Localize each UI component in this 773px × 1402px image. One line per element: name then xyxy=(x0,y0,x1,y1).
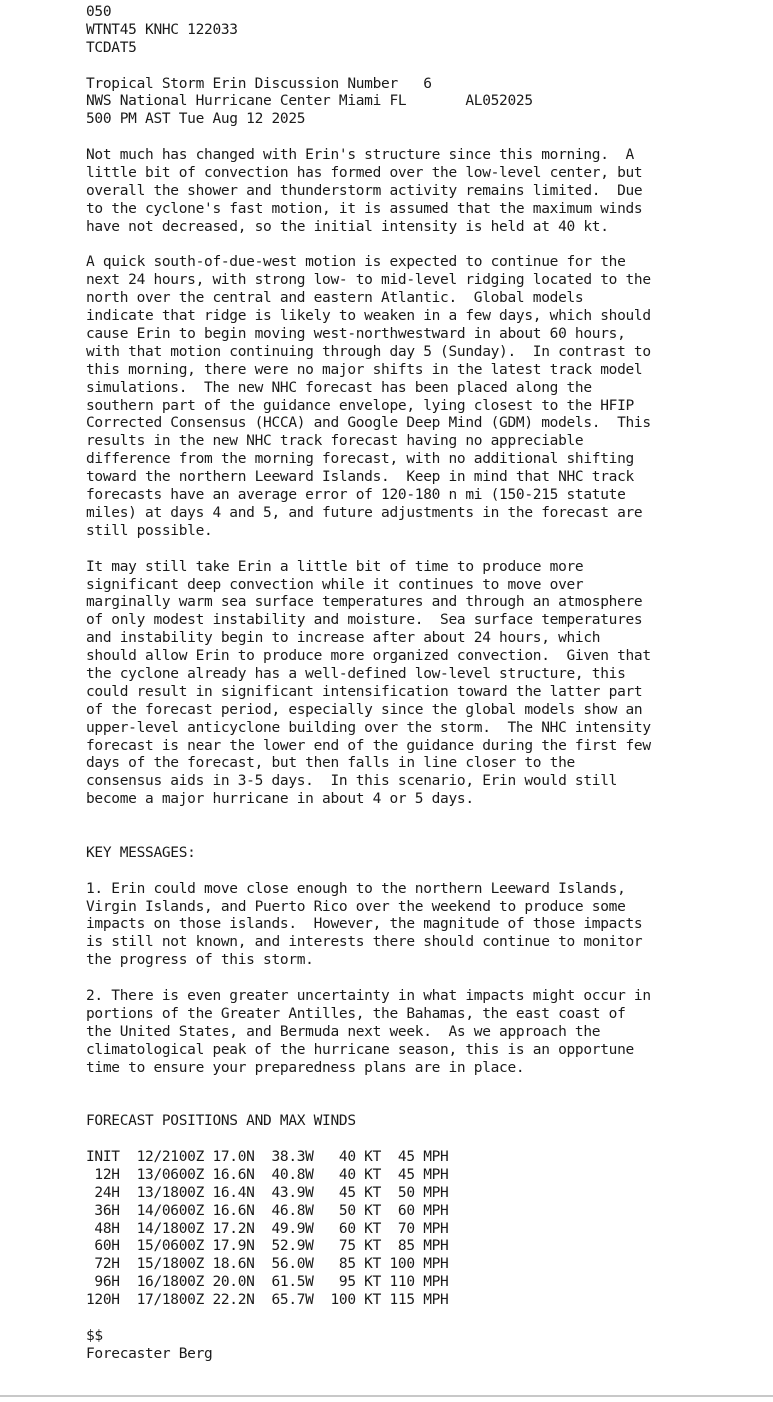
text-line: days of the forecast, but then falls in line closer to the xyxy=(86,755,575,772)
header-line: TCDAT5 xyxy=(86,39,137,56)
key-messages-heading: KEY MESSAGES: xyxy=(86,844,196,861)
discussion-title: Tropical Storm Erin Discussion Number 6 xyxy=(86,75,432,92)
blank-line xyxy=(86,970,651,988)
blank-line xyxy=(86,541,651,559)
key-message-2 xyxy=(86,988,651,1077)
text-line: indicate that ridge is likely to weaken in a few days, which should xyxy=(86,308,651,325)
issue-time: 500 PM AST Tue Aug 12 2025 xyxy=(86,111,306,128)
text-line: Corrected Consensus (HCCA) and Google Deep Mind (GDM) models. This xyxy=(86,415,651,432)
text-line: marginally warm sea surface temperatures and through an atmosphere xyxy=(86,594,643,611)
blank-line xyxy=(86,863,651,881)
forecaster-signature: Forecaster Berg xyxy=(86,1345,213,1362)
text-line: 1. Erin could move close enough to the northern Leeward Islands, xyxy=(86,880,626,897)
title-block xyxy=(86,76,651,130)
text-line: of the forecast period, especially since the global models show an xyxy=(86,701,643,718)
key-message-1 xyxy=(86,881,651,970)
text-line: miles) at days 4 and 5, and future adjustments in the forecast are xyxy=(86,504,643,521)
text-line: to the cyclone's fast motion, it is assumed that the maximum winds xyxy=(86,200,643,217)
forecast-row: 60H 15/0600Z 17.9N 52.9W 75 KT 85 MPH xyxy=(86,1238,449,1255)
forecast-heading: FORECAST POSITIONS AND MAX WINDS xyxy=(86,1113,356,1130)
text-line: time to ensure your preparedness plans are in place. xyxy=(86,1059,525,1076)
forecast-row: INIT 12/2100Z 17.0N 38.3W 40 KT 45 MPH xyxy=(86,1149,449,1165)
forecast-row: 96H 16/1800Z 20.0N 61.5W 95 KT 110 MPH xyxy=(86,1274,449,1291)
text-line: forecast is near the lower end of the guidance during the first few xyxy=(86,737,651,754)
text-line: become a major hurricane in about 4 or 5 days. xyxy=(86,791,474,808)
paragraph-track xyxy=(86,254,651,540)
text-line: climatological peak of the hurricane season, this is an opportune xyxy=(86,1041,634,1058)
text-line: Not much has changed with Erin's structure since this morning. A xyxy=(86,147,634,164)
header-block xyxy=(86,4,651,58)
text-line: A quick south-of-due-west motion is expected to continue for the xyxy=(86,254,626,271)
blank-line xyxy=(86,129,651,147)
text-line: the United States, and Bermuda next week. As we approach the xyxy=(86,1023,601,1040)
text-line: have not decreased, so the initial intensity is held at 40 kt. xyxy=(86,218,609,235)
header-line: 050 xyxy=(86,4,112,20)
text-line: difference from the morning forecast, with no additional shifting xyxy=(86,451,634,468)
text-line: is still not known, and interests there should continue to monitor xyxy=(86,934,643,951)
forecast-table xyxy=(86,1149,651,1310)
text-line: this morning, there were no major shifts in the latest track model xyxy=(86,361,643,378)
text-line: of only modest instability and moisture. Sea surface temperatures xyxy=(86,612,643,629)
forecast-row: 12H 13/0600Z 16.6N 40.8W 40 KT 45 MPH xyxy=(86,1166,449,1183)
text-line: next 24 hours, with strong low- to mid-level ridging located to the xyxy=(86,272,651,289)
blank-line xyxy=(86,237,651,255)
text-line: cause Erin to begin moving west-northwestward in about 60 hours, xyxy=(86,326,626,343)
blank-line xyxy=(86,1310,651,1328)
forecast-row: 72H 15/1800Z 18.6N 56.0W 85 KT 100 MPH xyxy=(86,1256,449,1273)
text-line: north over the central and eastern Atlantic. Global models xyxy=(86,290,584,307)
text-line: could result in significant intensification toward the latter part xyxy=(86,683,643,700)
paragraph-structure xyxy=(86,147,651,236)
text-line: significant deep convection while it continues to move over xyxy=(86,576,584,593)
text-line: and instability begin to increase after about 24 hours, which xyxy=(86,630,601,647)
forecast-row: 36H 14/0600Z 16.6N 46.8W 50 KT 60 MPH xyxy=(86,1202,449,1219)
text-line: the progress of this storm. xyxy=(86,952,314,969)
text-line: results in the new NHC track forecast having no appreciable xyxy=(86,433,584,450)
text-line: impacts on those islands. However, the magnitude of those impacts xyxy=(86,916,643,933)
forecast-row: 120H 17/1800Z 22.2N 65.7W 100 KT 115 MPH xyxy=(86,1292,449,1309)
text-line: forecasts have an average error of 120-180 n mi (150-215 statute xyxy=(86,487,626,504)
forecast-row: 24H 13/1800Z 16.4N 43.9W 45 KT 50 MPH xyxy=(86,1184,449,1201)
text-line: the cyclone already has a well-defined low-level structure, this xyxy=(86,665,626,682)
blank-line xyxy=(86,1077,651,1095)
text-line: little bit of convection has formed over the low-level center, but xyxy=(86,165,643,182)
paragraph-intensity xyxy=(86,559,651,809)
text-line: 2. There is even greater uncertainty in what impacts might occur in xyxy=(86,987,651,1004)
text-line: southern part of the guidance envelope, lying closest to the HFIP xyxy=(86,397,634,414)
text-line: It may still take Erin a little bit of time to produce more xyxy=(86,558,584,575)
header-line: WTNT45 KNHC 122033 xyxy=(86,21,238,38)
text-line: toward the northern Leeward Islands. Keep in mind that NHC track xyxy=(86,469,634,486)
text-line: still possible. xyxy=(86,522,213,539)
end-marker: $$ xyxy=(86,1327,103,1344)
blank-line xyxy=(86,809,651,827)
text-line: overall the shower and thunderstorm activity remains limited. Due xyxy=(86,182,643,199)
text-line: Virgin Islands, and Puerto Rico over the weekend to produce some xyxy=(86,898,626,915)
text-line: portions of the Greater Antilles, the Bahamas, the east coast of xyxy=(86,1005,626,1022)
blank-line xyxy=(86,58,651,76)
forecast-row: 48H 14/1800Z 17.2N 49.9W 60 KT 70 MPH xyxy=(86,1220,449,1237)
bottom-divider xyxy=(0,1395,773,1397)
blank-line xyxy=(86,1095,651,1113)
blank-line xyxy=(86,827,651,845)
text-line: simulations. The new NHC forecast has been placed along the xyxy=(86,379,592,396)
blank-line xyxy=(86,1131,651,1149)
text-line: consensus aids in 3-5 days. In this scenario, Erin would still xyxy=(86,773,618,790)
text-line: with that motion continuing through day 5 (Sunday). In contrast to xyxy=(86,343,651,360)
issuing-office: NWS National Hurricane Center Miami FL AL052025 xyxy=(86,93,533,110)
text-line: should allow Erin to produce more organized convection. Given that xyxy=(86,648,651,665)
text-line: upper-level anticyclone building over the storm. The NHC intensity xyxy=(86,719,651,736)
discussion-document xyxy=(86,4,651,1364)
